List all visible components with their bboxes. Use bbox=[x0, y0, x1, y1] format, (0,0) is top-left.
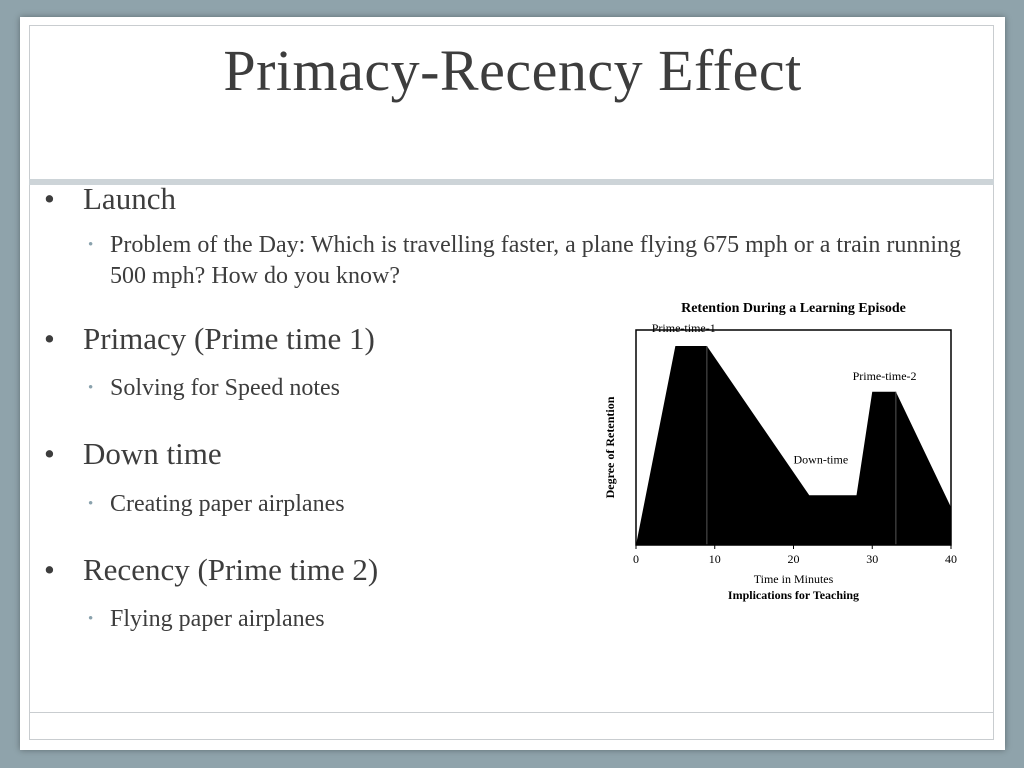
sub-bullet-airplanes bbox=[88, 489, 588, 520]
bullet-dot: • bbox=[44, 181, 55, 216]
x-tick-label: 10 bbox=[708, 552, 721, 566]
slide-title: Primacy-Recency Effect bbox=[223, 38, 802, 103]
sub-bullet-dot: • bbox=[88, 496, 94, 512]
slide bbox=[20, 17, 1005, 750]
sub-bullet-text: Flying paper airplanes bbox=[110, 606, 325, 632]
bullet-text: Recency (Prime time 2) bbox=[83, 552, 379, 587]
sub-bullet-text: Solving for Speed notes bbox=[110, 375, 340, 401]
chart-subtitle: Implications for Teaching bbox=[727, 588, 860, 602]
bullet-text: Primacy (Prime time 1) bbox=[83, 321, 375, 356]
bullet-text: Down time bbox=[83, 436, 222, 471]
retention-chart bbox=[580, 297, 960, 607]
sub-bullet-text: Creating paper airplanes bbox=[110, 491, 345, 517]
bullet-text: Launch bbox=[83, 181, 176, 216]
sub-bullet-dot: • bbox=[88, 237, 94, 253]
y-axis-label: Degree of Retention bbox=[603, 396, 617, 499]
x-tick-label: 0 bbox=[633, 552, 639, 566]
chart-annotation: Down-time bbox=[793, 452, 849, 467]
sub-bullet-text: Problem of the Day: Which is travelling faster, a plane flying 675 mph or a train running 500 mph? How do you know? bbox=[110, 232, 962, 289]
sub-bullet-dot: • bbox=[88, 380, 94, 396]
sub-bullet-problem bbox=[88, 230, 968, 292]
chart-annotation: Prime-time-1 bbox=[651, 321, 716, 336]
sub-bullet-speed-notes bbox=[88, 373, 588, 404]
footer-divider bbox=[29, 712, 994, 713]
x-tick-label: 30 bbox=[866, 552, 879, 566]
chart-annotation: Prime-time-2 bbox=[852, 368, 917, 383]
bullet-dot: • bbox=[44, 436, 55, 471]
sub-bullet-flying bbox=[88, 604, 588, 635]
bullet-dot: • bbox=[44, 321, 55, 356]
x-tick-label: 20 bbox=[787, 552, 800, 566]
x-axis-label: Time in Minutes bbox=[753, 572, 834, 586]
chart-title: Retention During a Learning Episode bbox=[681, 301, 906, 316]
x-tick-label: 40 bbox=[945, 552, 957, 566]
sub-bullet-dot: • bbox=[88, 611, 94, 627]
bullet-dot: • bbox=[44, 552, 55, 587]
